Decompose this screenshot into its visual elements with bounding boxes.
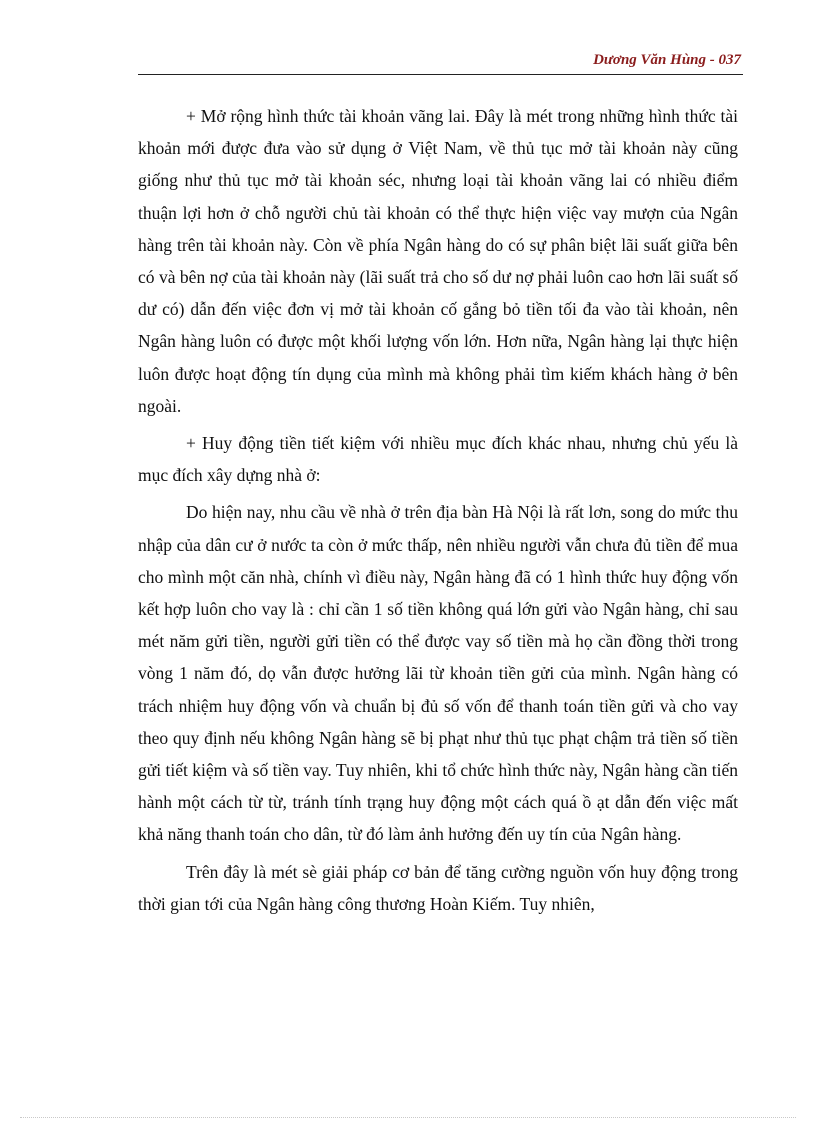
- header-author: Dương Văn Hùng - 037: [593, 52, 741, 68]
- page-header: [138, 50, 743, 75]
- paragraph-savings-mobilization: + Huy động tiền tiết kiệm với nhiều mục đích khác nhau, nhưng chủ yếu là mục đích xây dựng nhà ở:: [138, 433, 738, 486]
- page-bottom-divider: [20, 1117, 796, 1118]
- paragraph-conclusion: Trên đây là mét sè giải pháp cơ bản để tăng cường nguồn vốn huy động trong thời gian tới của Ngân hàng công thương Hoàn Kiếm. Tuy nhiên,: [138, 861, 738, 914]
- paragraph-housing-needs: Do hiện nay, nhu cầu về nhà ở trên địa bàn Hà Nội là rất lơn, song do mức thu nhập của dân cư ở nước ta còn ở mức thấp, nên nhiều người vẫn chưa đủ tiền để mua cho mình một căn nhà, chính vì điều này, Ngân hàng đã có 1 hình thức huy động vốn kết hợp luôn cho vay là : chỉ cần 1 số tiền không quá lớn gửi vào Ngân hàng, chỉ sau mét năm gửi tiền, người gửi tiền có thể được vay số tiền mà họ cần đồng thời trong vòng 1 năm đó, dọ vẫn được hưởng lãi từ khoản tiền gửi của mình. Ngân hàng có trách nhiệm huy động vốn và chuẩn bị đủ số vốn để thanh toán tiền gửi và cho vay theo quy định nếu không Ngân hàng sẽ bị phạt như thủ tục phạt chậm trả tiền số tiền gửi tiết kiệm và số tiền vay. Tuy nhiên, khi tổ chức hình thức này, Ngân hàng cần tiến hành một cách từ từ, tránh tính trạng huy động một cách quá ồ ạt dẫn đến việc mất khả năng thanh toán cho dân, từ đó làm ảnh hưởng đến uy tín của Ngân hàng.: [138, 502, 738, 845]
- paragraph-current-account: + Mở rộng hình thức tài khoản vãng lai. Đây là mét trong những hình thức tài khoản mới được đưa vào sử dụng ở Việt Nam, về thủ tục mở tài khoản này cũng giống như thủ tục mở tài khoản séc, nhưng loại tài khoản vãng lai có nhiều điểm thuận lợi hơn ở chỗ người chủ tài khoản có thể thực hiện việc vay mượn của Ngân hàng trên tài khoản này. Còn về phía Ngân hàng do có sự phân biệt lãi suất giữa bên có và bên nợ của tài khoản này (lãi suất trả cho số dư nợ phải luôn cao hơn lãi suất số dư có) dẫn đến việc đơn vị mở tài khoản cố gắng bỏ tiền tối đa vào tài khoản, nên Ngân hàng luôn có được một khối lượng vốn lớn. Hơn nữa, Ngân hàng lại thực hiện luôn được hoạt động tín dụng của mình mà không phải tìm kiếm khách hàng ở bên ngoài.: [138, 106, 738, 416]
- document-body: [138, 100, 738, 920]
